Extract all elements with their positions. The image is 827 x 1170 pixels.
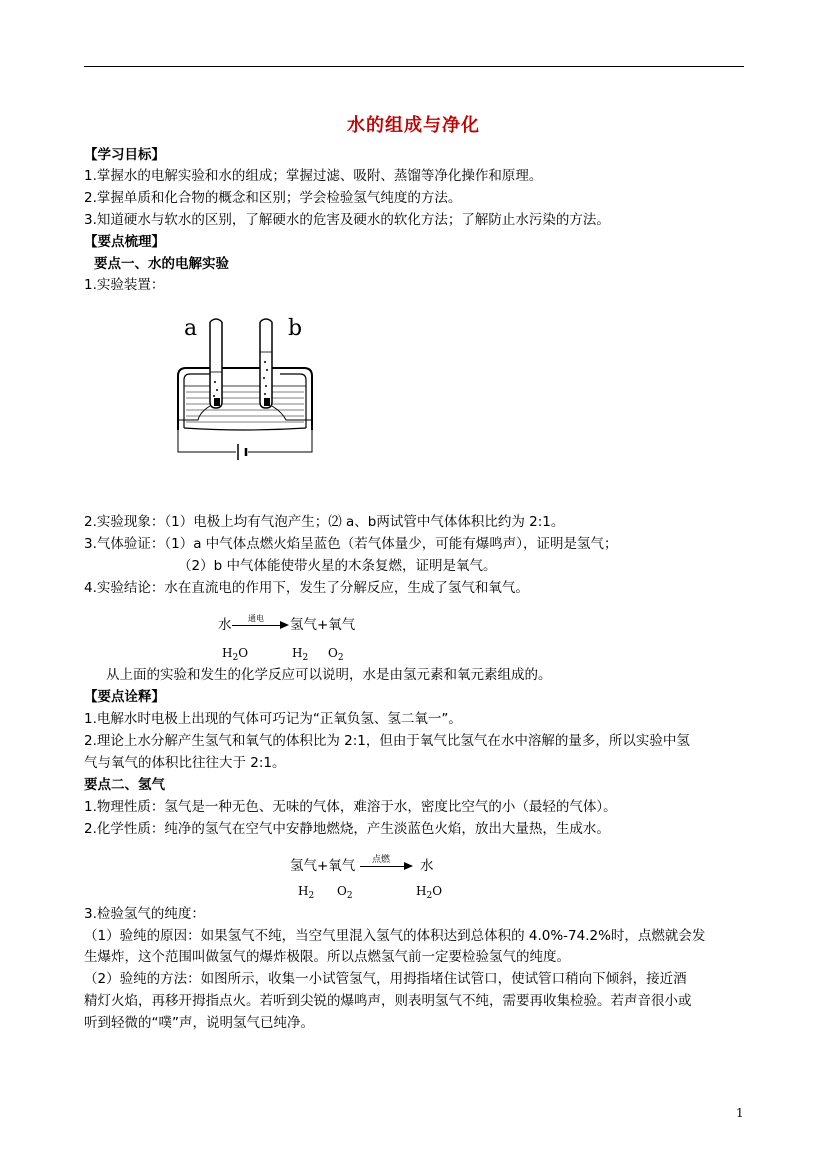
goals-header: 【学习目标】 xyxy=(84,147,165,163)
p1-conclusion: 从上面的实验和发生的化学反应可以说明，水是由氢元素和氧元素组成的。 xyxy=(106,667,552,683)
eq2-product: 水 xyxy=(420,858,434,874)
eq1-condition: 通电 xyxy=(248,614,264,623)
p2-method-line2: 精灯火焰，再移开拇指点火。若听到尖锐的爆鸣声，则表明氢气不纯，需要再收集检验。若声音很小或 xyxy=(84,993,692,1009)
p2-item3: 3.检验氢气的纯度： xyxy=(84,906,205,922)
eq2-arrow xyxy=(360,866,406,867)
tube-label-a: a xyxy=(184,316,198,341)
p2-method-line1: （2）验纯的方法：如图所示，收集一小试管氢气，用拇指堵住试管口，使试管口稍向下倾斜，接近酒 xyxy=(84,971,687,987)
p1-item3-line1: 3.气体验证：（1）a 中气体点燃火焰呈蓝色（若气体量少，可能有爆鸣声），证明是氢气； xyxy=(84,536,618,552)
eq2-formula-water: $H_2O$ xyxy=(416,884,443,901)
header-rule xyxy=(84,66,744,67)
p2-method-line3: 听到轻微的“噗”声，说明氢气已纯净。 xyxy=(84,1015,314,1031)
point1-title: 要点一、水的电解实验 xyxy=(94,256,229,272)
eq1-formula-hydrogen: $H_2$ xyxy=(292,646,309,663)
eq1-formula-oxygen: $O_2$ xyxy=(328,646,344,663)
eq1-reactant: 水 xyxy=(218,617,232,633)
p2-item1: 1.物理性质：氢气是一种无色、无味的气体，难溶于水，密度比空气的小（最轻的气体）。 xyxy=(84,799,617,815)
goal-item-1: 1.掌握水的电解实验和水的组成；掌握过滤、吸附、蒸馏等净化操作和原理。 xyxy=(84,168,543,184)
explain-item2-line2: 气与氧气的体积比往往大于 2:1。 xyxy=(84,755,286,771)
p1-item2: 2.实验现象：（1）电极上均有气泡产生；⑵ a、b两试管中气体体积比约为 2:1。 xyxy=(84,514,565,530)
page-number: 1 xyxy=(736,1106,744,1120)
eq2-condition: 点燃 xyxy=(372,855,391,865)
p2-item2: 2.化学性质：纯净的氢气在空气中安静地燃烧，产生淡蓝色火焰，放出大量热，生成水。 xyxy=(84,821,610,837)
eq2-formula-oxygen: $O_2$ xyxy=(337,884,353,901)
p1-item4: 4.实验结论：水在直流电的作用下，发生了分解反应，生成了氢气和氧气。 xyxy=(84,580,529,596)
p2-reason-line2: 生爆炸，这个范围叫做氢气的爆炸极限。所以点燃氢气前一定要检验氢气的纯度。 xyxy=(84,949,570,965)
tube-label-b: b xyxy=(288,316,303,341)
goal-item-3: 3.知道硬水与软水的区别，了解硬水的危害及硬水的软化方法；了解防止水污染的方法。 xyxy=(84,212,610,228)
p1-item1: 1.实验装置： xyxy=(84,277,165,293)
eq1-arrow-head xyxy=(280,621,289,629)
explain-item1: 1.电解水时电极上出现的气体可巧记为“正氧负氢、氢二氧一”。 xyxy=(84,711,462,727)
eq1-formula-water: $H_2O$ xyxy=(222,646,249,663)
goal-item-2: 2.掌握单质和化合物的概念和区别；学会检验氢气纯度的方法。 xyxy=(84,190,462,206)
eq2-formula-hydrogen: $H_2$ xyxy=(298,884,315,901)
eq1-arrow xyxy=(232,625,282,626)
point2-title: 要点二、氢气 xyxy=(84,777,165,793)
explain-header: 【要点诠释】 xyxy=(84,689,165,705)
key-points-header: 【要点梳理】 xyxy=(84,234,165,250)
explain-item2-line1: 2.理论上水分解产生氢气和氧气的体积比为 2:1，但由于氧气比氢气在水中溶解的量多，所以实验中氢 xyxy=(84,733,690,749)
page-title: 水的组成与净化 xyxy=(347,115,480,136)
p1-item3-line2: （2）b 中气体能使带火星的木条复燃，证明是氧气。 xyxy=(178,558,497,574)
electrolysis-apparatus-diagram xyxy=(170,312,320,472)
eq1-products: 氢气+氧气 xyxy=(290,617,356,633)
eq2-arrow-head xyxy=(404,862,413,870)
p2-reason-line1: （1）验纯的原因：如果氢气不纯，当空气里混入氢气的体积达到总体积的 4.0%-74.2%时，点燃就会发 xyxy=(84,928,706,944)
eq2-reactants: 氢气+氧气 xyxy=(290,858,356,874)
